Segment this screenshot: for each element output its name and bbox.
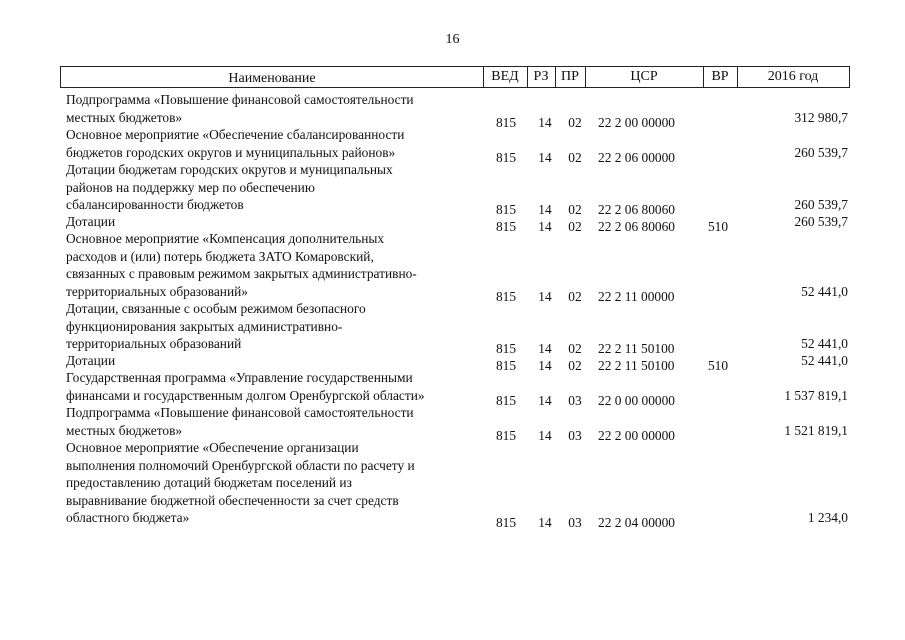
row-name	[66, 213, 482, 231]
row-rz: 14	[538, 392, 552, 408]
row-name-line: предоставлению дотаций бюджетам поселений из	[66, 475, 352, 491]
row-rz: 14	[538, 288, 552, 304]
row-rz: 14	[538, 515, 552, 531]
row-rz: 14	[538, 341, 552, 357]
page-number: 16	[445, 32, 460, 47]
row-name-line: Подпрограмма «Повышение финансовой самостоятельности	[66, 92, 414, 107]
header-ved: ВЕД	[491, 69, 519, 84]
row-sum: 1 234,0	[807, 510, 848, 526]
row-rz: 14	[538, 114, 552, 130]
row-csr: 22 2 00 00000	[598, 427, 675, 443]
row-name-line: финансами и государственным долгом Оренбургской области»	[66, 387, 425, 403]
row-name-line: связанных с правовым режимом закрытых административно-	[66, 266, 417, 282]
row-name-line: территориальных образований»	[66, 283, 248, 299]
row-csr: 22 2 06 00000	[598, 149, 675, 165]
row-name-line: Подпрограмма «Повышение финансовой самостоятельности	[66, 405, 414, 420]
row-csr: 22 2 06 80060	[598, 202, 675, 218]
row-name-line: бюджетов городских округов и муниципальных районов»	[66, 144, 396, 160]
row-sum: 260 539,7	[794, 214, 848, 229]
row-name-line: местных бюджетов»	[66, 422, 183, 438]
row-name-line: сбалансированности бюджетов	[66, 197, 244, 213]
row-name	[66, 91, 482, 126]
row-csr: 22 2 04 00000	[598, 515, 675, 531]
row-ved: 815	[495, 114, 517, 130]
row-csr: 22 2 11 00000	[598, 288, 675, 304]
row-csr: 22 2 11 50100	[598, 358, 675, 373]
row-pr: 02	[568, 219, 582, 234]
row-ved: 815	[495, 288, 517, 304]
row-name-line: Дотации	[66, 214, 116, 229]
row-name-line: районов на поддержку мер по обеспечению	[66, 179, 315, 195]
row-name	[66, 126, 482, 161]
row-name-line: областного бюджета»	[66, 510, 190, 526]
row-sum: 52 441,0	[801, 353, 848, 368]
row-rz: 14	[538, 427, 552, 443]
row-sum: 52 441,0	[801, 336, 848, 352]
row-rz: 14	[538, 202, 552, 218]
row-ved: 815	[495, 219, 517, 234]
row-sum: 52 441,0	[801, 283, 848, 299]
row-ved: 815	[495, 202, 517, 218]
row-pr: 03	[568, 392, 582, 408]
row-ved: 815	[495, 427, 517, 443]
row-sum: 1 537 819,1	[784, 387, 848, 403]
row-csr: 22 0 00 00000	[598, 392, 675, 408]
row-sum: 1 521 819,1	[784, 422, 848, 438]
row-name	[66, 404, 482, 439]
row-rz: 14	[538, 358, 552, 373]
row-ved: 815	[495, 149, 517, 165]
table-header	[60, 66, 850, 88]
row-pr: 02	[568, 202, 582, 218]
header-rz: РЗ	[533, 69, 549, 84]
header-name: Наименование	[228, 71, 316, 86]
row-name-line: Дотации бюджетам городских округов и муниципальных	[66, 162, 393, 177]
row-name-line: Основное мероприятие «Обеспечение организации	[66, 440, 359, 455]
row-sum: 312 980,7	[794, 109, 848, 125]
row-name	[66, 230, 482, 300]
row-pr: 02	[568, 114, 582, 130]
row-name-line: Государственная программа «Управление государственными	[66, 370, 413, 385]
row-pr: 02	[568, 149, 582, 165]
row-name	[66, 352, 482, 370]
row-vr: 510	[707, 358, 729, 373]
row-name-line: местных бюджетов»	[66, 109, 183, 125]
row-name-line: Дотации	[66, 353, 116, 368]
row-name-line: территориальных образований	[66, 336, 242, 352]
row-pr: 02	[568, 358, 582, 373]
row-name-line: Основное мероприятие «Компенсация дополнительных	[66, 231, 385, 246]
row-rz: 14	[538, 149, 552, 165]
header-pr: ПР	[561, 69, 579, 84]
row-ved: 815	[495, 341, 517, 357]
header-vr: ВР	[711, 69, 729, 84]
row-name	[66, 439, 482, 527]
row-name	[66, 161, 482, 214]
row-name-line: выравнивание бюджетной обеспеченности за счет средств	[66, 492, 399, 508]
header-year: 2016 год	[767, 69, 819, 84]
row-ved: 815	[495, 515, 517, 531]
row-name-line: Дотации, связанные с особым режимом безопасного	[66, 301, 366, 316]
row-name-line: выполнения полномочий Оренбургской области по расчету и	[66, 457, 415, 473]
row-pr: 02	[568, 341, 582, 357]
row-vr: 510	[707, 219, 729, 234]
row-name	[66, 369, 482, 404]
row-pr: 03	[568, 427, 582, 443]
row-sum: 260 539,7	[794, 197, 848, 213]
row-name	[66, 300, 482, 353]
row-rz: 14	[538, 219, 552, 234]
header-csr: ЦСР	[630, 69, 658, 84]
row-name-line: функционирования закрытых административно-	[66, 318, 343, 334]
row-name-line: расходов и (или) потерь бюджета ЗАТО Комаровский,	[66, 248, 374, 264]
row-csr: 22 2 00 00000	[598, 114, 675, 130]
row-ved: 815	[495, 358, 517, 373]
row-name-line: Основное мероприятие «Обеспечение сбалансированности	[66, 127, 405, 142]
row-ved: 815	[495, 392, 517, 408]
row-pr: 02	[568, 288, 582, 304]
row-csr: 22 2 11 50100	[598, 341, 675, 357]
row-sum: 260 539,7	[794, 144, 848, 160]
row-pr: 03	[568, 515, 582, 531]
row-csr: 22 2 06 80060	[598, 219, 675, 234]
